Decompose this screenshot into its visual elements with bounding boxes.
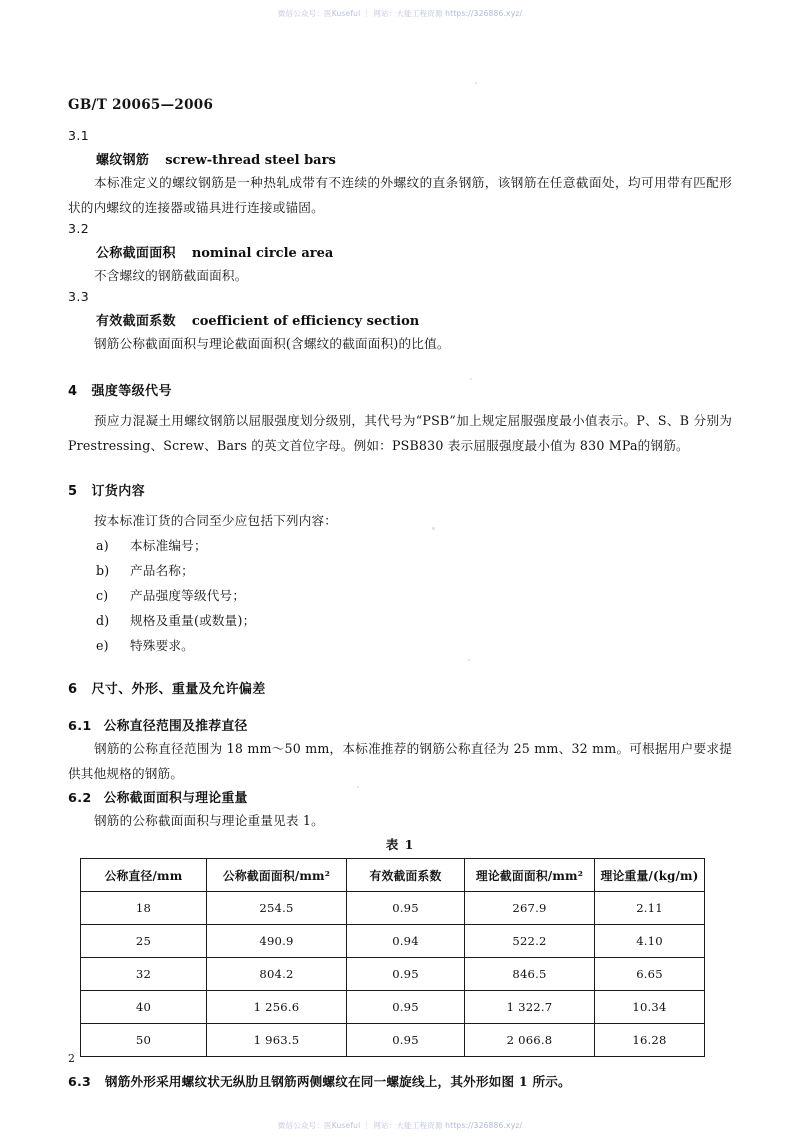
watermark-text: 微信公众号：医Kuseful ｜ 网站：大能工程资源 [277, 1121, 446, 1130]
table-row [81, 892, 705, 925]
section-6-3 [68, 1069, 732, 1094]
scan-speck [468, 659, 470, 661]
list-text: 本标准编号； [130, 538, 207, 553]
table-cell: 254.5 [207, 892, 347, 925]
term-3-3 [68, 310, 732, 329]
list-marker: e) [96, 638, 109, 653]
table-cell: 40 [81, 991, 207, 1024]
section-6-1-body: 钢筋的公称直径范围为 18 mm～50 mm，本标准推荐的钢筋公称直径为 25 mm、32 mm。可根据用户要求提供其他规格的钢筋。 [68, 741, 732, 781]
watermark-top [0, 8, 800, 19]
standard-number: GB/T 20065—2006 [68, 97, 214, 113]
list-marker: d) [96, 613, 110, 628]
order-content-list [68, 533, 732, 658]
table-cell: 16.28 [595, 1024, 705, 1057]
scan-speck [475, 82, 477, 84]
section-6-3-number: 6.3 [68, 1074, 91, 1089]
table-cell: 490.9 [207, 925, 347, 958]
section-heading-6-2 [68, 787, 732, 806]
table-cell: 0.95 [347, 1024, 465, 1057]
section-6-number: 6 [68, 682, 78, 697]
list-marker: a) [96, 538, 109, 553]
section-6-title: 尺寸、外形、重量及允许偏差 [91, 682, 266, 697]
scan-speck [357, 786, 359, 788]
clause-number-3-2: 3.2 [68, 221, 90, 236]
term-3-3-cn: 有效截面系数 [96, 314, 176, 329]
table-row [81, 991, 705, 1024]
table-cell: 18 [81, 892, 207, 925]
list-item [68, 558, 732, 583]
section-6-2-title: 公称截面面积与理论重量 [103, 791, 248, 806]
section-5-lead: 按本标准订货的合同至少应包括下列内容： [94, 513, 338, 528]
watermark-url: https://326886.xyz/ [445, 1121, 523, 1130]
list-marker: c) [96, 588, 109, 603]
section-6-1-title: 公称直径范围及推荐直径 [103, 719, 248, 734]
term-3-2-en: nominal circle area [191, 246, 334, 261]
table-header-row [81, 859, 705, 892]
nominal-section-area-table [80, 858, 705, 1057]
table-cell: 50 [81, 1024, 207, 1057]
section-heading-4 [68, 380, 732, 399]
clause-number-3-1: 3.1 [68, 128, 90, 143]
list-text: 产品名称； [130, 563, 194, 578]
list-text: 产品强度等级代号； [130, 588, 246, 603]
term-3-3-en: coefficient of efficiency section [191, 314, 420, 329]
table-cell: 522.2 [465, 925, 595, 958]
term-3-2 [68, 242, 732, 261]
list-text: 特殊要求。 [130, 638, 194, 653]
list-item [68, 583, 732, 608]
table-header-cell: 理论截面面积/mm² [465, 859, 595, 892]
section-6-3-body: 钢筋外形采用螺纹状无纵肋且钢筋两侧螺纹在同一螺旋线上，其外形如图 1 所示。 [104, 1074, 571, 1089]
table-header-cell: 理论重量/(kg/m) [595, 859, 705, 892]
watermark-url: https://326886.xyz/ [445, 9, 523, 18]
scan-speck [432, 527, 435, 530]
page-number: 2 [68, 1052, 75, 1065]
section-5-number: 5 [68, 484, 78, 499]
table-cell: 804.2 [207, 958, 347, 991]
list-item [68, 608, 732, 633]
table-cell: 0.95 [347, 958, 465, 991]
table-cell: 6.65 [595, 958, 705, 991]
section-heading-6 [68, 678, 732, 697]
list-text: 规格及重量(或数量)； [130, 613, 256, 628]
table-cell: 1 256.6 [207, 991, 347, 1024]
section-5-title: 订货内容 [91, 484, 146, 499]
document-body [68, 128, 732, 1094]
table-cell: 0.95 [347, 892, 465, 925]
watermark-bottom [0, 1120, 800, 1131]
list-item [68, 533, 732, 558]
table-cell: 0.95 [347, 991, 465, 1024]
list-item [68, 633, 732, 658]
table-cell: 10.34 [595, 991, 705, 1024]
table-cell: 0.94 [347, 925, 465, 958]
section-6-1-number: 6.1 [68, 719, 92, 734]
table-cell: 2.11 [595, 892, 705, 925]
term-3-1-en: screw-thread steel bars [165, 153, 336, 168]
clause-number-3-3: 3.3 [68, 289, 90, 304]
section-heading-6-1 [68, 715, 732, 734]
table-cell: 846.5 [465, 958, 595, 991]
section-6-2-body: 钢筋的公称截面面积与理论重量见表 1。 [94, 813, 324, 828]
table-row [81, 958, 705, 991]
table-header-cell: 有效截面系数 [347, 859, 465, 892]
list-marker: b) [96, 563, 110, 578]
scan-speck [470, 378, 472, 380]
table-cell: 25 [81, 925, 207, 958]
section-4-number: 4 [68, 384, 78, 399]
table-header-cell: 公称截面面积/mm² [207, 859, 347, 892]
clause-3-3-body: 钢筋公称截面面积与理论截面面积(含螺纹的截面面积)的比值。 [94, 336, 450, 351]
term-3-1 [68, 149, 732, 168]
table-cell: 4.10 [595, 925, 705, 958]
table-caption: 表 1 [385, 837, 415, 852]
table-cell: 267.9 [465, 892, 595, 925]
watermark-text: 微信公众号：医Kuseful ｜ 网站：大能工程资源 [277, 9, 446, 18]
table-row [81, 1024, 705, 1057]
table-row [81, 925, 705, 958]
table-cell: 1 963.5 [207, 1024, 347, 1057]
section-4-title: 强度等级代号 [91, 384, 172, 399]
term-3-1-cn: 螺纹钢筋 [96, 153, 150, 168]
clause-3-2-body: 不含螺纹的钢筋截面面积。 [94, 268, 248, 283]
section-6-2-number: 6.2 [68, 791, 92, 806]
table-header-cell: 公称直径/mm [81, 859, 207, 892]
clause-3-1-body: 本标准定义的螺纹钢筋是一种热轧成带有不连续的外螺纹的直条钢筋，该钢筋在任意截面处，均可用带有匹配形状的内螺纹的连接器或锚具进行连接或锚固。 [68, 175, 732, 215]
section-4-body: 预应力混凝土用螺纹钢筋以屈服强度划分级别，其代号为“PSB”加上规定屈服强度最小值表示。P、S、B 分别为 Prestressing、Screw、Bars 的英文首位字母。例如：PSB830 表示屈服强度最小值为 830 MPa的钢筋。 [68, 413, 732, 453]
term-3-2-cn: 公称截面面积 [96, 246, 176, 261]
table-cell: 2 066.8 [465, 1024, 595, 1057]
section-heading-5 [68, 480, 732, 499]
table-cell: 1 322.7 [465, 991, 595, 1024]
table-cell: 32 [81, 958, 207, 991]
